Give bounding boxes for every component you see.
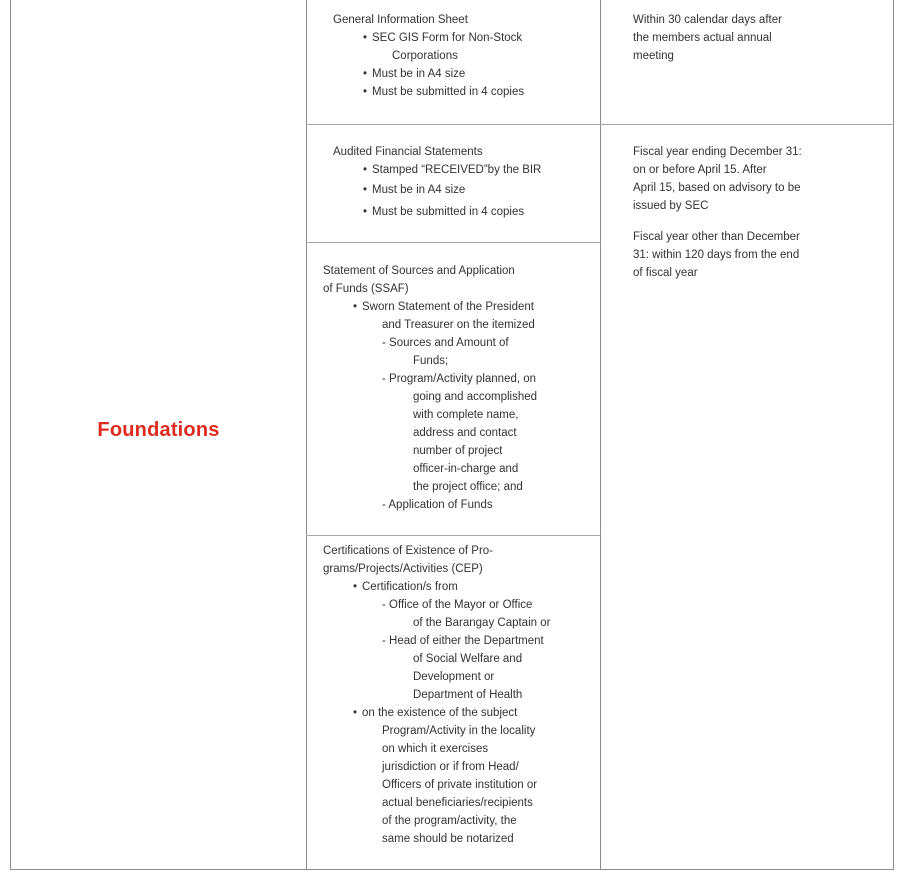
requirement-title: of Funds (SSAF) bbox=[323, 283, 409, 295]
row-divider bbox=[306, 535, 601, 536]
requirement-afs bbox=[333, 143, 541, 221]
bullet-icon: • bbox=[363, 32, 368, 44]
sub-item-continuation: of Social Welfare and bbox=[413, 653, 523, 665]
sub-item-continuation: officer-in-charge and bbox=[413, 463, 519, 475]
deadline-text: on or before April 15. After bbox=[633, 164, 767, 176]
requirement-title: grams/Projects/Activities (CEP) bbox=[323, 563, 483, 575]
sub-item-continuation: with complete name, bbox=[413, 409, 519, 421]
list-item-continuation: of the program/activity, the bbox=[382, 815, 517, 827]
sub-item: - Program/Activity planned, on bbox=[382, 373, 537, 385]
requirement-title: Certifications of Existence of Pro- bbox=[323, 545, 494, 557]
requirement-title: Audited Financial Statements bbox=[333, 146, 483, 158]
column-divider bbox=[306, 0, 307, 869]
deadline-text: the members actual annual bbox=[633, 32, 772, 44]
bullet-icon: • bbox=[353, 707, 358, 719]
sub-item-continuation: the project office; and bbox=[413, 481, 523, 493]
bullet-icon: • bbox=[363, 164, 368, 176]
sub-item-continuation: Department of Health bbox=[413, 689, 523, 701]
list-item: • Must be in A4 size bbox=[333, 181, 541, 203]
deadline-text: meeting bbox=[633, 50, 674, 62]
list-item-continuation: same should be notarized bbox=[382, 833, 514, 845]
sub-item-continuation: Development or bbox=[413, 671, 495, 683]
list-item-continuation: actual beneficiaries/recipients bbox=[382, 797, 533, 809]
list-item: • Certification/s from bbox=[323, 578, 550, 596]
bullet-icon: • bbox=[353, 301, 358, 313]
deadline-text: Within 30 calendar days after bbox=[633, 14, 782, 26]
list-item: • Must be submitted in 4 copies bbox=[333, 203, 541, 221]
bullet-icon: • bbox=[363, 184, 368, 196]
sub-item-continuation: Funds; bbox=[413, 355, 449, 367]
requirement-cep bbox=[323, 542, 550, 848]
requirement-ssaf bbox=[323, 262, 537, 514]
list-item-continuation: jurisdiction or if from Head/ bbox=[382, 761, 519, 773]
list-item-continuation: on which it exercises bbox=[382, 743, 489, 755]
bullet-icon: • bbox=[363, 68, 368, 80]
bullet-icon: • bbox=[353, 581, 358, 593]
row-divider bbox=[306, 242, 601, 243]
sub-item-continuation: number of project bbox=[413, 445, 503, 457]
column-divider bbox=[600, 0, 601, 869]
requirement-title: General Information Sheet bbox=[333, 14, 468, 26]
sub-item: - Head of either the Department bbox=[382, 635, 544, 647]
deadline-text: Fiscal year ending December 31: bbox=[633, 146, 802, 158]
sub-item: - Application of Funds bbox=[382, 499, 493, 511]
deadline-text: Fiscal year other than December bbox=[633, 231, 800, 243]
category-label: Foundations bbox=[97, 419, 220, 441]
deadline-text: issued by SEC bbox=[633, 200, 709, 212]
deadline-gis bbox=[633, 11, 782, 65]
sub-item-continuation: of the Barangay Captain or bbox=[413, 617, 551, 629]
bullet-icon: • bbox=[363, 206, 368, 218]
requirements-table bbox=[10, 0, 894, 870]
deadline-text: 31: within 120 days from the end bbox=[633, 249, 800, 261]
sub-item-continuation: going and accomplished bbox=[413, 391, 538, 403]
deadline-text: April 15, based on advisory to be bbox=[633, 182, 801, 194]
list-item: • on the existence of the subject bbox=[323, 704, 550, 722]
list-item: • Sworn Statement of the President bbox=[323, 298, 537, 316]
list-item-continuation: and Treasurer on the itemized bbox=[382, 319, 535, 331]
deadline-afs bbox=[633, 143, 802, 282]
requirement-gis bbox=[333, 11, 524, 101]
list-item-continuation: Corporations bbox=[392, 50, 458, 62]
sub-item: - Office of the Mayor or Office bbox=[382, 599, 533, 611]
list-item: • Stamped “RECEIVED”by the BIR bbox=[333, 161, 541, 181]
list-item: • Must be in A4 size bbox=[333, 65, 524, 83]
requirement-title: Statement of Sources and Application bbox=[323, 265, 515, 277]
list-item: • SEC GIS Form for Non-Stock bbox=[333, 29, 524, 47]
deadline-text: of fiscal year bbox=[633, 267, 698, 279]
row-divider bbox=[306, 124, 894, 125]
sub-item: - Sources and Amount of bbox=[382, 337, 509, 349]
list-item: • Must be submitted in 4 copies bbox=[333, 83, 524, 101]
list-item-continuation: Program/Activity in the locality bbox=[382, 725, 536, 737]
list-item-continuation: Officers of private institution or bbox=[382, 779, 538, 791]
bullet-icon: • bbox=[363, 86, 368, 98]
sub-item-continuation: address and contact bbox=[413, 427, 517, 439]
